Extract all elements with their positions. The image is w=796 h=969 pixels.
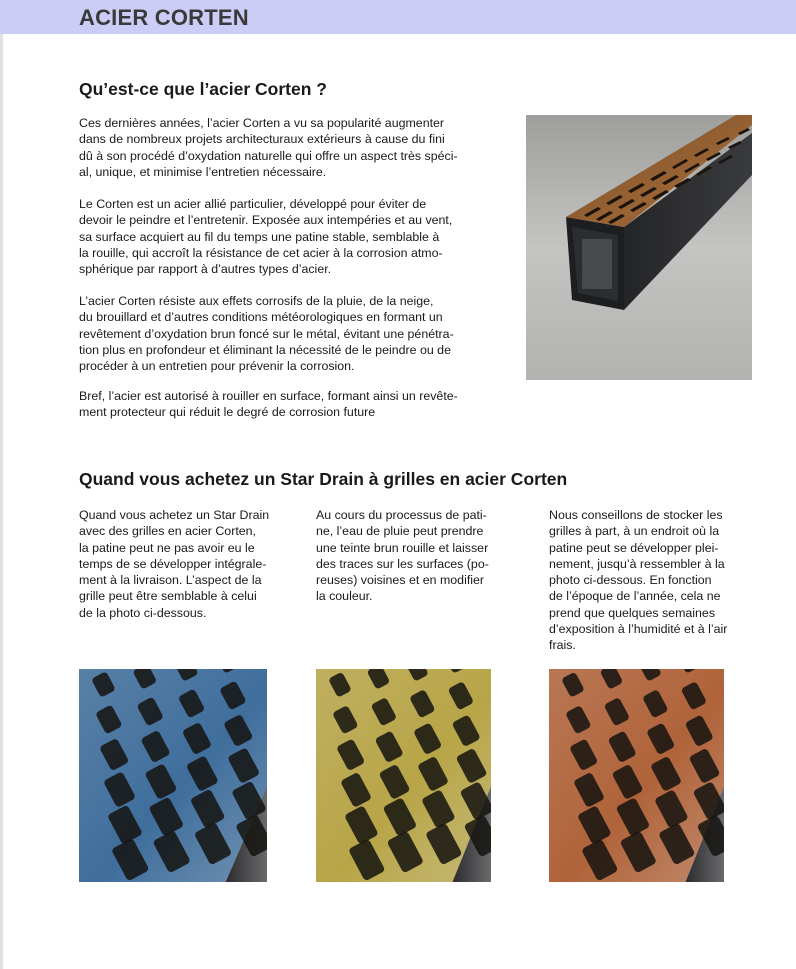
header-band [0,0,796,34]
text-line: de l’époque de l’année, cela ne [549,589,721,604]
grate-photo-initial [79,669,267,882]
text-line: devoir le peindre et l’entretenir. Exposée aux intempéries et au vent, [79,213,453,228]
column-storage-advice [549,507,727,654]
text-line: L’acier Corten résiste aux effets corrosifs de la pluie, de la neige, [79,294,434,308]
grate-photo-full-patina [549,669,724,882]
section-title-buying-star-drain: Quand vous achetez un Star Drain à grilles en acier Corten [79,469,568,489]
text-line: ne, l’eau de pluie peut prendre [316,524,484,539]
text-line: des traces sur les surfaces (po- [316,556,489,571]
text-line: la rouille, qui accroît la résistance de cet acier à la corrosion atmo- [79,245,443,260]
text-line: ment à la livraison. L’aspect de la [79,573,262,588]
text-line: sphérique par rapport à d’autres types d’acier. [79,262,332,277]
paragraph-definition [79,196,499,277]
text-line: al, unique, et minimise l’entretien nécessaire. [79,164,327,179]
paragraph-resistance [79,293,499,374]
star-drain-photo [526,115,752,380]
text-line: tion plus en profondeur et éliminant la nécessité de le peindre ou de [79,342,451,357]
text-line: dû à son procédé d’oxydation naturelle qui offre un aspect très spéci- [79,148,458,163]
text-line: Quand vous achetez un Star Drain [79,508,270,522]
text-line: photo ci-dessous. En fonction [549,573,712,588]
text-line: sa surface acquiert au fil du temps une patine stable, semblable à [79,229,440,244]
text-line: la patine peut ne pas avoir eu le [79,540,255,555]
text-line: Au cours du processus de pati- [316,508,487,522]
page-left-rule [0,0,3,969]
text-line: d’exposition à l’humidité et à l’air [549,622,728,637]
text-line: la couleur. [316,589,373,604]
text-line: temps de se développer intégrale- [79,556,267,571]
text-line: une teinte brun rouille et laisser [316,540,489,555]
paragraph-summary [79,388,499,421]
text-line: du brouillard et d’autres conditions météorologiques en formant un [79,310,443,325]
section-title-what-is-corten: Qu’est-ce que l’acier Corten ? [79,79,327,99]
paragraph-intro [79,115,499,180]
text-line: revêtement d’oxydation brun foncé sur le métal, évitant une pénétra- [79,326,454,341]
text-line: avec des grilles en acier Corten, [79,524,256,539]
column-delivery [79,507,269,621]
text-line: Ces dernières années, l’acier Corten a vu sa popularité augmenter [79,116,445,130]
text-line: ment protecteur qui réduit le degré de corrosion future [79,405,376,420]
text-line: nement, jusqu’à ressembler à la [549,556,725,571]
text-line: prend que quelques semaines [549,605,716,620]
text-line: Bref, l’acier est autorisé à rouiller en surface, formant ainsi un revête- [79,389,458,403]
grate-photo-patina-forming [316,669,491,882]
text-line: procéder à un entretien pour prévenir la corrosion. [79,359,355,374]
text-line: grille peut être semblable à celui [79,589,257,604]
text-line: de la photo ci-dessous. [79,605,207,620]
text-line: grilles à part, à un endroit où la [549,524,720,539]
text-line: patine peut se développer plei- [549,540,719,555]
text-line: Nous conseillons de stocker les [549,508,723,522]
text-line: reuses) voisines et en modifier [316,573,485,588]
text-line: Le Corten est un acier allié particulier, développé pour éviter de [79,197,427,211]
text-line: dans de nombreux projets architecturaux extérieurs à cause du fini [79,132,445,147]
column-patina-process [316,507,489,605]
text-line: frais. [549,638,576,653]
page-title: ACIER CORTEN [79,5,249,30]
